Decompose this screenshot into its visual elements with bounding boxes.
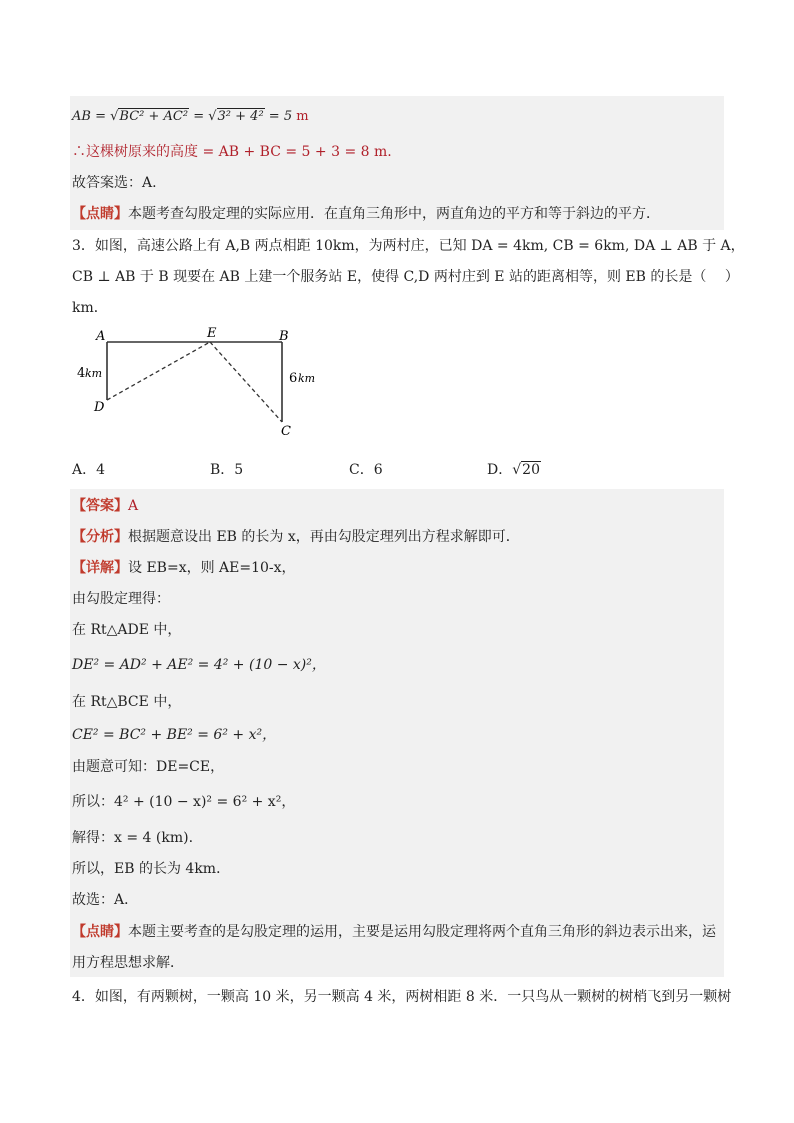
- detail-tag: 【详解】: [72, 560, 128, 576]
- label-b: B: [279, 329, 289, 344]
- step-2: 在 Rt△ADE 中，: [72, 622, 182, 638]
- step-4: 在 Rt△BCE 中，: [72, 694, 182, 710]
- option-b: B．5: [210, 462, 244, 478]
- segment-de: [107, 342, 210, 400]
- q4-stem: 4．如图，有两颗树，一颗高 10 米，另一颗高 4 米，两树相距 8 米．一只鸟从一颗树的树梢飞到另一颗树: [72, 989, 732, 1005]
- label-km-1: km: [85, 367, 103, 380]
- ab-formula: AB = √BC² + AC² = √3² + 4² = 5 m: [72, 109, 309, 124]
- comment-tag: 【点睛】: [72, 206, 128, 222]
- detail-line: [72, 558, 296, 578]
- ab-result: = 5: [264, 109, 293, 124]
- option-d-label: D．: [487, 462, 513, 478]
- label-4: 4: [77, 366, 86, 381]
- ab-radicand-1: BC² + AC²: [119, 109, 189, 124]
- label-6: 6: [289, 371, 298, 386]
- q3-comment-line-2: 用方程思想求解．: [72, 955, 184, 971]
- q3-comment-line-1: [72, 922, 716, 942]
- tree-height-line: ∴这棵树原来的高度 = AB + BC = 5 + 3 = 8 m.: [72, 144, 392, 160]
- q3-stem-line-1: 3．如图，高速公路上有 A,B 两点相距 10km，为两村庄，已知 DA = 4km, CB = 6km, DA ⊥ AB 于 A，: [72, 238, 745, 254]
- answer-tag: 【答案】: [72, 498, 128, 514]
- answer-value: A: [128, 498, 139, 514]
- detail-text: 设 EB=x，则 AE=10-x，: [128, 560, 296, 576]
- analysis-text: 根据题意设出 EB 的长为 x，再由勾股定理列出方程求解即可．: [128, 529, 520, 545]
- option-d-radicand: 20: [522, 462, 540, 478]
- analysis-line: [72, 527, 520, 547]
- q3-stem-line-2: CB ⊥ AB 于 B 现要在 AB 上建一个服务站 E，使得 C,D 两村庄到 E 站的距离相等，则 EB 的长是（ ）: [72, 269, 739, 285]
- comment-text: 本题考查勾股定理的实际应用．在直角三角形中，两直角边的平方和等于斜边的平方．: [128, 206, 660, 222]
- option-c: C．6: [349, 462, 383, 478]
- ab-radicand-2: 3² + 4²: [217, 109, 264, 124]
- label-km-2: km: [298, 372, 316, 385]
- step-3: DE² = AD² + AE² = 4² + (10 − x)²，: [72, 657, 326, 673]
- prev-answer-line: 故答案选：A.: [72, 175, 157, 191]
- step-5: CE² = BC² + BE² = 6² + x²，: [72, 727, 277, 743]
- ab-equals: =: [189, 109, 209, 124]
- step-1: 由勾股定理得：: [72, 591, 170, 607]
- ab-prefix: AB =: [72, 109, 111, 124]
- analysis-tag: 【分析】: [72, 529, 128, 545]
- label-e: E: [207, 326, 217, 341]
- q3-figure: [70, 322, 330, 442]
- step-7: 所以：4² + (10 − x)² = 6² + x²，: [72, 794, 296, 810]
- option-d: D．√20: [487, 462, 540, 478]
- step-6: 由题意可知：DE=CE，: [72, 759, 225, 775]
- segment-ec: [210, 342, 282, 422]
- answer-line: [72, 496, 138, 516]
- step-9: 所以，EB 的长为 4km．: [72, 861, 231, 877]
- q3-stem-line-3: km．: [72, 300, 108, 316]
- prev-comment-line: [72, 204, 660, 224]
- label-d: D: [94, 400, 105, 415]
- label-a: A: [96, 329, 106, 344]
- step-8: 解得：x = 4 (km).: [72, 830, 194, 846]
- step-10: 故选：A．: [72, 892, 139, 908]
- q3-comment-tag: 【点睛】: [72, 924, 128, 940]
- option-a: A．4: [72, 462, 106, 478]
- q3-comment-text-1: 本题主要考查的是勾股定理的运用，主要是运用勾股定理将两个直角三角形的斜边表示出来，运: [128, 924, 716, 940]
- label-c: C: [281, 424, 291, 439]
- ab-unit: m: [296, 109, 309, 124]
